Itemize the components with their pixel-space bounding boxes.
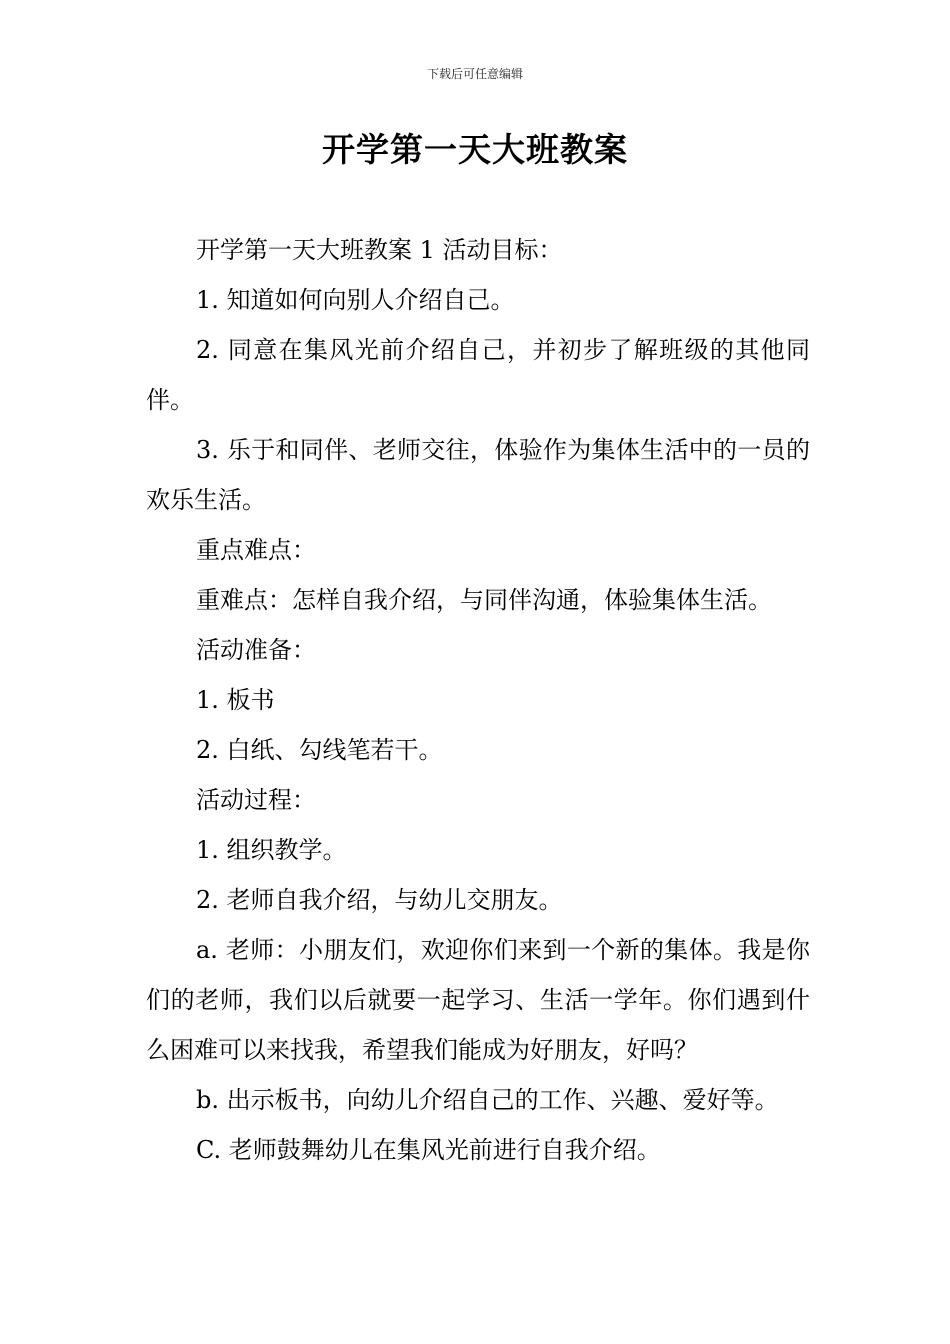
document-body (146, 225, 810, 1175)
paragraph-goal-1: 1. 知道如何向别人介绍自己。 (196, 286, 515, 314)
paragraph-process-2c: C. 老师鼓舞幼儿在集风光前进行自我介绍。 (196, 1136, 661, 1164)
paragraph-preparation-heading: 活动准备： (196, 636, 316, 664)
paragraph-key-points-heading: 重点难点： (196, 536, 316, 564)
paragraph-process-2b: b. 出示板书，向幼儿介绍自己的工作、兴趣、爱好等。 (196, 1086, 779, 1114)
paragraph-key-points: 重难点：怎样自我介绍，与同伴沟通，体验集体生活。 (196, 586, 772, 614)
paragraph-preparation-2: 2. 白纸、勾线笔若干。 (196, 736, 443, 764)
paragraph-goal-2: 2. 同意在集风光前介绍自己，并初步了解班级的其他同伴。 (146, 336, 810, 414)
paragraph-goals-heading: 开学第一天大班教案 1 活动目标： (196, 236, 563, 264)
document-title: 开学第一天大班教案 (322, 130, 628, 169)
paragraph-process-2a: a. 老师：小朋友们，欢迎你们来到一个新的集体。我是你们的老师，我们以后就要一起学习、生活一学年。你们遇到什么困难可以来找我，希望我们能成为好朋友，好吗？ (146, 936, 810, 1064)
paragraph-process-1: 1. 组织教学。 (196, 836, 347, 864)
paragraph-process-heading: 活动过程： (196, 786, 316, 814)
paragraph-process-2: 2. 老师自我介绍，与幼儿交朋友。 (196, 886, 563, 914)
paragraph-goal-3: 3. 乐于和同伴、老师交往，体验作为集体生活中的一员的欢乐生活。 (146, 436, 810, 514)
header-note: 下载后可任意编辑 (426, 67, 523, 81)
paragraph-preparation-1: 1. 板书 (196, 686, 275, 714)
